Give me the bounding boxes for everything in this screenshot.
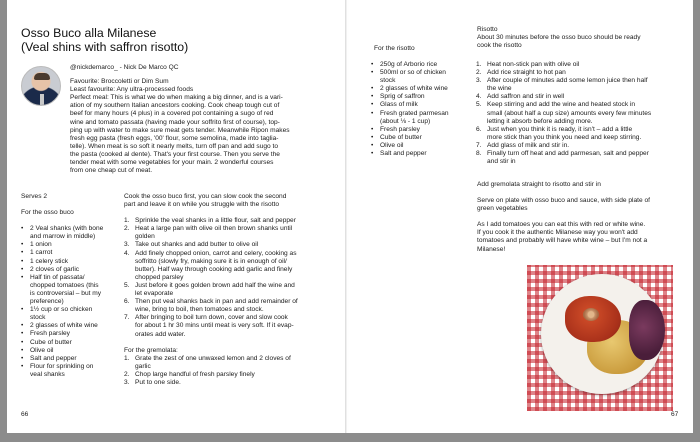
method-step: 1. Sprinkle the veal shanks in a little flour, salt and pepper (124, 217, 296, 225)
step-number: 1. (124, 354, 130, 362)
ingredient-item: • Cube of butter (21, 339, 121, 347)
risotto-intro (477, 34, 687, 50)
title-line-2: (Veal shins with saffron risotto) (21, 40, 189, 54)
ingredient-item: • 1½ cup or so chicken stock (21, 306, 121, 322)
ingredient-item: • Flour for sprinkling on veal shanks (21, 363, 121, 379)
method-step: 3. After couple of minutes add some lemon juice then half the wine (476, 77, 648, 93)
risotto-header (477, 26, 687, 50)
step-number: 7. (124, 314, 130, 322)
tomato-line: tomatoes and probably will have white wine – but I'm not a (477, 237, 648, 245)
step-number: 5. (124, 281, 130, 289)
method-intro (124, 193, 344, 209)
page-number-right: 67 (671, 411, 679, 418)
tomato-note (477, 221, 689, 253)
method-step: 3. Put to one side. (124, 378, 181, 386)
risotto-ingredients-heading: For the risotto (374, 45, 415, 52)
step-number: 2. (124, 370, 130, 378)
ingredient-item: • Salt and pepper (371, 150, 475, 158)
osso-buco-heading: For the osso buco (21, 209, 74, 217)
tomato-line: As I add tomatoes you can eat this with red or white wine. (477, 221, 646, 229)
step-number: 1. (476, 61, 482, 68)
ingredient-item: • Fresh parsley (371, 126, 475, 134)
ingredient-item: • Cube of butter (371, 134, 475, 142)
method-intro-line: Cook the osso buco first, you can slow cook the second (124, 193, 287, 200)
right-page (349, 0, 693, 433)
intro-line: wine and tomato passata (having made your soffrito first of course), top- (70, 118, 280, 126)
method-step: 4. Add saffron and stir in well (476, 93, 565, 101)
ingredient-item: • 2 glasses of white wine (371, 85, 475, 93)
gremolata-heading: For the gremolata: (124, 346, 178, 354)
risotto-steps (476, 61, 688, 166)
method-intro-line: part and leave it on while you struggle with the risotto (124, 201, 280, 209)
ingredient-item: • Half tin of passata/ chopped tomatoes (this is controversial – but my preference) (21, 274, 121, 306)
ingredient-item: • 2 Veal shanks (with bone and marrow in middle) (21, 225, 121, 241)
intro-line: ation of my southern Italian ancestors cooking. Cook cheap tough cut of (70, 102, 280, 110)
method-steps (124, 217, 344, 338)
serve-line: green vegetables (477, 205, 528, 213)
intro-line: Perfect meal: This is what we do when making a big dinner, and is a vari- (70, 94, 283, 102)
serve-line: Serve on plate with osso buco and sauce, with side plate of (477, 197, 651, 205)
intro-line: fresh egg pasta (fresh eggs, '00' flour, some semolina, made into taglia- (70, 134, 279, 142)
ingredient-list (21, 225, 121, 379)
intro-line: telle). When meat is so soft it nearly melts, turn off pan and add sugo to (70, 142, 279, 150)
favourite-line: Favourite: Broccoletti or Dim Sum (70, 78, 169, 86)
method-step: 5. Keep stirring and add the wine and heated stock in small (about half a cup size) amounts every few minutes letting it absorb before adding more. (476, 101, 652, 125)
step-number: 2. (476, 69, 482, 77)
method-step: 6. Then put veal shanks back in pan and add remainder of wine, bring to boil, then tomatoes and stock. (124, 298, 298, 314)
intro-line: beef for many hours (4 plus) in a covered pot containing a sugo of red (70, 110, 274, 118)
tomato-line: Milanese! (477, 245, 506, 253)
ingredient-item: • 250g of Arborio rice (371, 61, 475, 69)
step-number: 6. (124, 298, 130, 306)
method-column (124, 193, 344, 387)
step-number: 7. (476, 141, 482, 149)
intro-line: from one cheap cut of meat. (70, 167, 153, 175)
step-number: 3. (124, 378, 130, 386)
ingredient-item: • Olive oil (371, 142, 475, 150)
method-step: 8. Finally turn off heat and add parmesan, salt and pepper and stir in (476, 150, 649, 166)
step-number: 4. (124, 249, 130, 257)
step-number: 3. (476, 77, 482, 85)
ingredient-item: • 500ml or so of chicken stock (371, 69, 475, 85)
ingredient-item: • Glass of milk (371, 101, 475, 109)
ingredient-item: • 1 celery stick (21, 258, 121, 266)
serving-notes (477, 181, 689, 254)
method-step: 1. Heat non-stick pan with olive oil (476, 61, 580, 68)
method-step: 4. Add finely chopped onion, carrot and celery, cooking as soffritto (slowly fry, making sure it is in enough of oil/ butter). Half way through cooking add garlic and finely chopped parsley (124, 249, 297, 281)
intro-line: tender meat with some vegetables for your main. 2 wonderful courses (70, 159, 274, 167)
recipe-title (21, 26, 188, 54)
serve-note (477, 197, 689, 213)
salad-leaves (629, 300, 665, 360)
ingredient-item: • 1 onion (21, 241, 121, 249)
bone-marrow (583, 308, 599, 321)
risotto-intro-line: cook the risotto (477, 42, 522, 50)
step-number: 4. (476, 93, 482, 101)
ingredient-item: • 2 cloves of garlic (21, 266, 121, 274)
least-favourite-line: Least favourite: Any ultra-processed foods (70, 86, 194, 94)
method-step: 6. Just when you think it is ready, it isn't – add a little more stick than you think you need and keep stirring. (476, 125, 642, 141)
ingredients-column (21, 193, 121, 379)
gremolata-steps (124, 355, 344, 387)
method-step: 7. Add glass of milk and stir in. (476, 141, 570, 149)
step-number: 3. (124, 241, 130, 249)
method-step: 1. Grate the zest of one unwaxed lemon and 2 cloves of garlic (124, 354, 291, 370)
avatar-hair (34, 73, 50, 80)
ingredient-item: • Fresh parsley (21, 330, 121, 338)
author-avatar (21, 66, 61, 106)
serves-label: Serves 2 (21, 193, 48, 200)
left-page (7, 0, 347, 433)
author-line: @nickdemarco_ - Nick De Marco QC (70, 64, 179, 71)
method-step: 2. Chop large handful of fresh parsley finely (124, 370, 255, 378)
risotto-method-column (476, 61, 688, 166)
ingredient-item: • Olive oil (21, 347, 121, 355)
ingredient-item: • Sprig of saffron (371, 93, 475, 101)
ingredient-item: • Fresh grated parmesan (about ⅛ - 1 cup) (371, 110, 475, 126)
method-step: 7. After bringing to boil turn down, cover and slow cook for about 1 hr 30 mins until meat is very soft. If it evap- orates add water. (124, 314, 294, 338)
step-number: 8. (476, 150, 482, 158)
risotto-heading: Risotto (477, 26, 498, 33)
avatar-tie (40, 94, 44, 106)
risotto-intro-line: About 30 minutes before the osso buco should be ready (477, 34, 641, 42)
plate (541, 274, 663, 394)
dish-photo (527, 265, 673, 411)
method-step: 2. Add rice straight to hot pan (476, 69, 566, 77)
ingredient-item: • 2 glasses of white wine (21, 322, 121, 330)
method-step: 3. Take out shanks and add butter to olive oil (124, 241, 259, 249)
page-number-left: 66 (21, 411, 29, 418)
author-block (70, 64, 342, 175)
step-number: 5. (476, 101, 482, 109)
intro-line: the pasta (cooked al dente). That's your first course. Then you serve the (70, 150, 280, 158)
ingredient-item: • 1 carrot (21, 249, 121, 257)
step-number: 2. (124, 225, 130, 233)
intro-line: ping up with water to make sure meat gets tender. Meanwhile Ripon makes (70, 126, 290, 134)
step-number: 1. (124, 217, 130, 225)
tomato-line: If you cook it the authentic Milanese way you won't add (477, 229, 638, 237)
ingredient-item: • Salt and pepper (21, 355, 121, 363)
step-number: 6. (476, 125, 482, 133)
method-step: 2. Heat a large pan with olive oil then brown shanks until golden (124, 225, 293, 241)
gremolata-note: Add gremolata straight to risotto and stir in (477, 181, 601, 188)
title-line-1: Osso Buco alla Milanese (21, 26, 157, 40)
method-step: 5. Just before it goes golden brown add half the wine and let evaporate (124, 281, 295, 298)
risotto-ingredients-column (371, 61, 475, 158)
intro-paragraph (70, 94, 342, 175)
risotto-ingredient-list (371, 61, 475, 158)
